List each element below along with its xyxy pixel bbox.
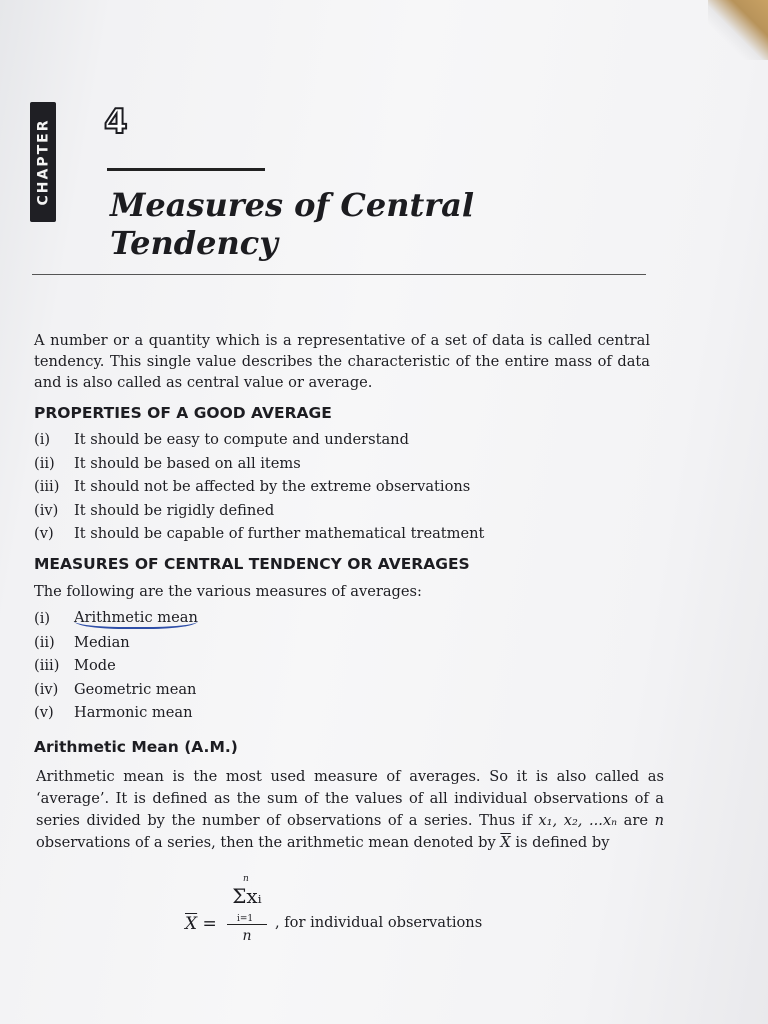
chapter-tab-label: CHAPTER [35, 118, 52, 206]
list-item: (v) Harmonic mean [34, 704, 193, 722]
list-item: (iii) It should not be affected by the extreme observations [34, 478, 471, 496]
chapter-tab [30, 102, 56, 222]
am-formula: $\overline{X}$ = n Σxᵢ i=1 n , for individual observations [185, 874, 483, 944]
fraction-bar [227, 924, 267, 925]
formula-numerator: Σxᵢ [232, 884, 262, 908]
intro-paragraph: A number or a quantity which is a representative of a set of data is called central tendency. This single value describes the characteristic of the entire mass of data and is also called as central value or average. [34, 332, 650, 391]
chapter-number: 4 [104, 102, 128, 142]
page-rule [32, 274, 646, 275]
page-corner-shadow [708, 0, 768, 60]
am-paragraph: Arithmetic mean is the most used measure of averages. So it is also called as ‘average’. It is defined as the sum of the values of all individual observations of a series divided by the number of observations of a series. Thus if x₁, x₂, ...xₙ are n observations of a series, then the arithmetic mean denoted by $\overline{X}$ is defined by [36, 768, 664, 851]
am-heading: Arithmetic Mean (A.M.) [34, 738, 238, 756]
measures-heading: MEASURES OF CENTRAL TENDENCY OR AVERAGES [34, 555, 470, 573]
formula-caption: , for individual observations [275, 914, 483, 931]
chapter-title-line2: Tendency [110, 224, 278, 262]
properties-list [34, 428, 484, 546]
list-item: (v) It should be capable of further mathematical treatment [34, 525, 485, 543]
properties-heading: PROPERTIES OF A GOOD AVERAGE [34, 404, 332, 422]
list-item: (iii) Mode [34, 657, 116, 675]
list-item: (ii) Median [34, 633, 130, 651]
list-item: (i) Arithmetic mean [34, 608, 198, 628]
list-item: (iv) It should be rigidly defined [34, 501, 275, 519]
measures-lead: The following are the various measures of averages: [34, 583, 422, 600]
title-rule [107, 168, 265, 171]
formula-denominator: n [242, 928, 252, 944]
list-item: (iv) Geometric mean [34, 680, 197, 698]
measures-list [34, 607, 198, 725]
list-item: (ii) It should be based on all items [34, 454, 301, 472]
chapter-title-line1: Measures of Central [110, 186, 475, 224]
chapter-title [110, 186, 474, 262]
list-item: (i) It should be easy to compute and understand [34, 431, 409, 449]
